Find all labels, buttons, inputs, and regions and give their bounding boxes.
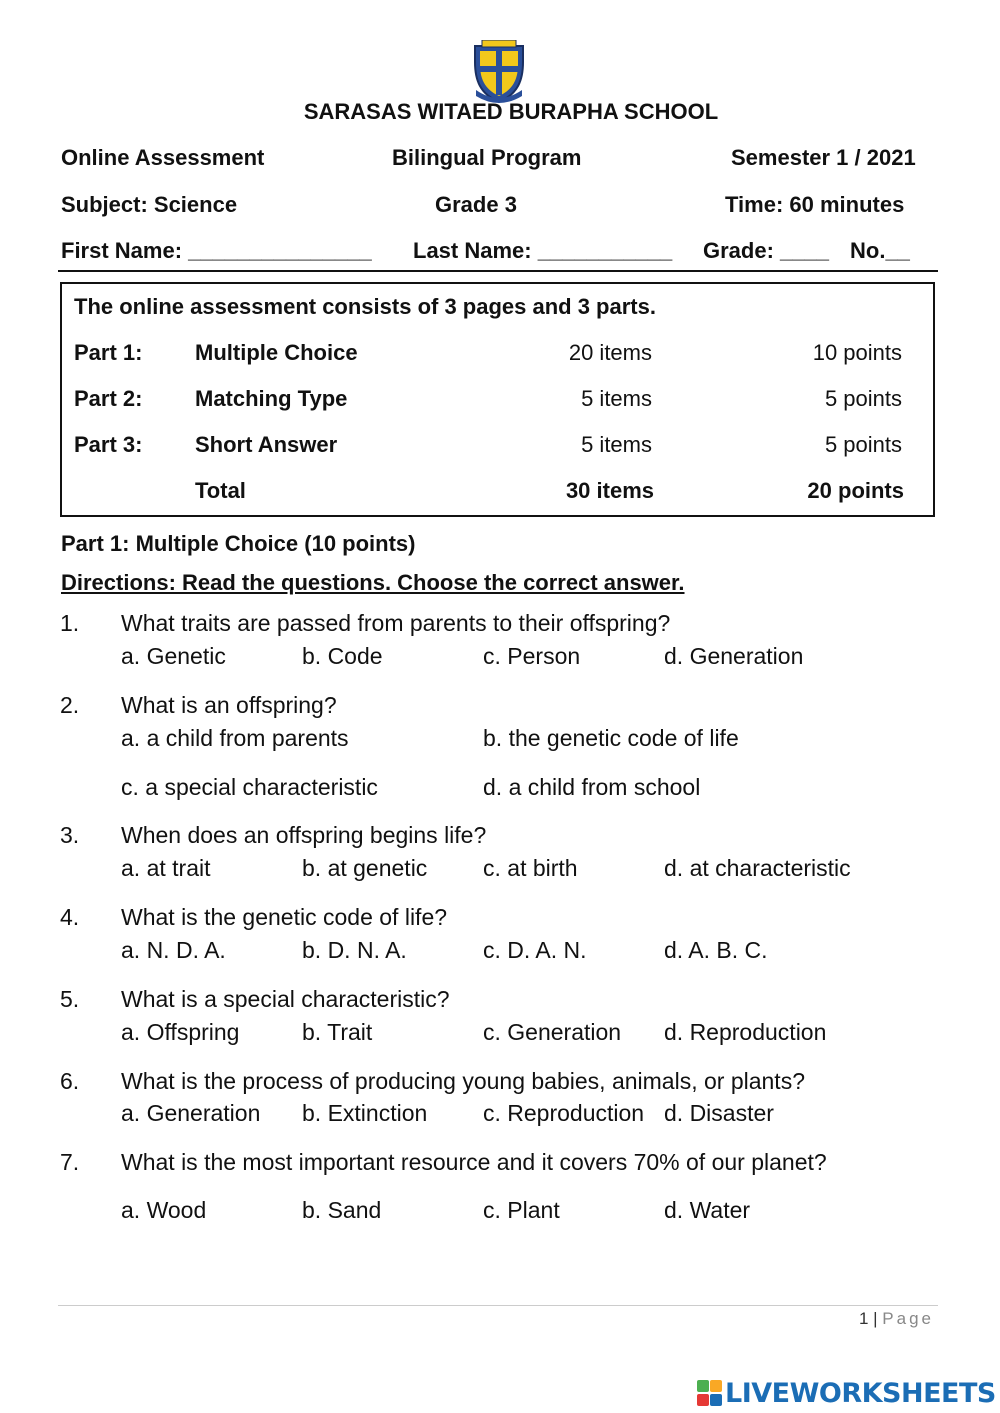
summary-row [62, 340, 937, 370]
liveworksheets-text: LIVEWORKSHEETS [725, 1377, 996, 1409]
total-items: 30 items [565, 478, 654, 503]
question-number: 1. [60, 610, 80, 636]
answer-option-d[interactable]: d. Water [664, 1197, 751, 1223]
question-number: 4. [60, 904, 80, 930]
part1-title: Part 1: Multiple Choice (10 points) [61, 531, 416, 556]
answer-option-d[interactable]: d. a child from school [483, 774, 701, 800]
first-name-field: First Name: _______________ [61, 238, 372, 263]
answer-option-d[interactable]: d. Reproduction [664, 1019, 827, 1045]
number-field: No.__ [850, 238, 910, 263]
answer-option-c[interactable]: c. Generation [483, 1019, 622, 1045]
answer-option-c[interactable]: c. D. A. N. [483, 937, 587, 963]
answer-option-b[interactable]: b. Sand [302, 1197, 382, 1223]
question-text: What is an offspring? [121, 692, 337, 718]
answer-option-a[interactable]: a. at trait [121, 855, 211, 881]
page-number-value: 1 [858, 1309, 869, 1328]
page-number [859, 1309, 934, 1329]
answer-option-d[interactable]: d. A. B. C. [664, 937, 768, 963]
part-points: 5 points [824, 432, 902, 457]
last-name-field: Last Name: ___________ [413, 238, 673, 263]
grade-field: Grade: ____ [703, 238, 829, 263]
question-number: 6. [60, 1068, 80, 1094]
answer-option-b[interactable]: b. Code [302, 643, 383, 669]
part-label: Part 3: [74, 432, 143, 457]
answer-option-a[interactable]: a. N. D. A. [121, 937, 226, 963]
part-items: 5 items [581, 386, 652, 411]
liveworksheets-watermark [697, 1376, 996, 1410]
answer-option-d[interactable]: d. Generation [664, 643, 804, 669]
question-text: What is the process of producing young babies, animals, or plants? [121, 1068, 805, 1094]
page-separator: | [873, 1309, 878, 1328]
total-label: Total [195, 478, 246, 503]
part-name: Matching Type [195, 386, 348, 411]
answer-option-a[interactable]: a. Generation [121, 1100, 261, 1126]
part-name: Multiple Choice [195, 340, 358, 365]
answer-option-a[interactable]: a. Wood [121, 1197, 207, 1223]
summary-intro: The online assessment consists of 3 pages and 3 parts. [74, 294, 656, 319]
footer-divider [58, 1305, 938, 1306]
answer-option-c[interactable]: c. at birth [483, 855, 578, 881]
part-name: Short Answer [195, 432, 338, 457]
question-text: What is the genetic code of life? [121, 904, 448, 930]
grade-label: Grade 3 [435, 192, 517, 217]
question-number: 2. [60, 692, 80, 718]
answer-option-c[interactable]: c. a special characteristic [121, 774, 378, 800]
part1-directions: Directions: Read the questions. Choose the correct answer. [61, 570, 685, 595]
answer-option-c[interactable]: c. Person [483, 643, 581, 669]
assessment-summary-box [60, 282, 935, 517]
summary-row [62, 386, 937, 416]
question-text: What is a special characteristic? [121, 986, 450, 1012]
part-points: 10 points [812, 340, 902, 365]
question-text: What is the most important resource and it covers 70% of our planet? [121, 1149, 827, 1175]
part-label: Part 1: [74, 340, 143, 365]
part-items: 20 items [568, 340, 652, 365]
header-divider [58, 270, 938, 272]
answer-option-a[interactable]: a. Genetic [121, 643, 226, 669]
school-name: SARASAS WITAED BURAPHA SCHOOL [303, 99, 719, 124]
question-number: 7. [60, 1149, 80, 1175]
answer-option-b[interactable]: b. at genetic [302, 855, 428, 881]
answer-option-a[interactable]: a. a child from parents [121, 725, 349, 751]
summary-total-row [62, 478, 937, 508]
part-items: 5 items [581, 432, 652, 457]
answer-option-d[interactable]: d. Disaster [664, 1100, 774, 1126]
question-text: What traits are passed from parents to their offspring? [121, 610, 671, 636]
answer-option-b[interactable]: b. Trait [302, 1019, 373, 1045]
semester-label: Semester 1 / 2021 [731, 145, 916, 170]
page-label: Page [882, 1309, 934, 1328]
answer-option-d[interactable]: d. at characteristic [664, 855, 851, 881]
answer-option-b[interactable]: b. the genetic code of life [483, 725, 739, 751]
question-text: When does an offspring begins life? [121, 822, 487, 848]
assessment-label: Online Assessment [61, 145, 265, 170]
answer-option-c[interactable]: c. Plant [483, 1197, 560, 1223]
time-label: Time: 60 minutes [725, 192, 905, 217]
part-points: 5 points [824, 386, 902, 411]
part-label: Part 2: [74, 386, 143, 411]
answer-option-c[interactable]: c. Reproduction [483, 1100, 645, 1126]
subject-label: Subject: Science [61, 192, 238, 217]
school-crest-logo [470, 40, 528, 104]
liveworksheets-logo-icon [697, 1378, 723, 1408]
total-points: 20 points [807, 478, 904, 503]
question-number: 3. [60, 822, 80, 848]
summary-row [62, 432, 937, 462]
program-label: Bilingual Program [392, 145, 582, 170]
answer-option-b[interactable]: b. Extinction [302, 1100, 428, 1126]
question-number: 5. [60, 986, 80, 1012]
answer-option-b[interactable]: b. D. N. A. [302, 937, 407, 963]
answer-option-a[interactable]: a. Offspring [121, 1019, 240, 1045]
